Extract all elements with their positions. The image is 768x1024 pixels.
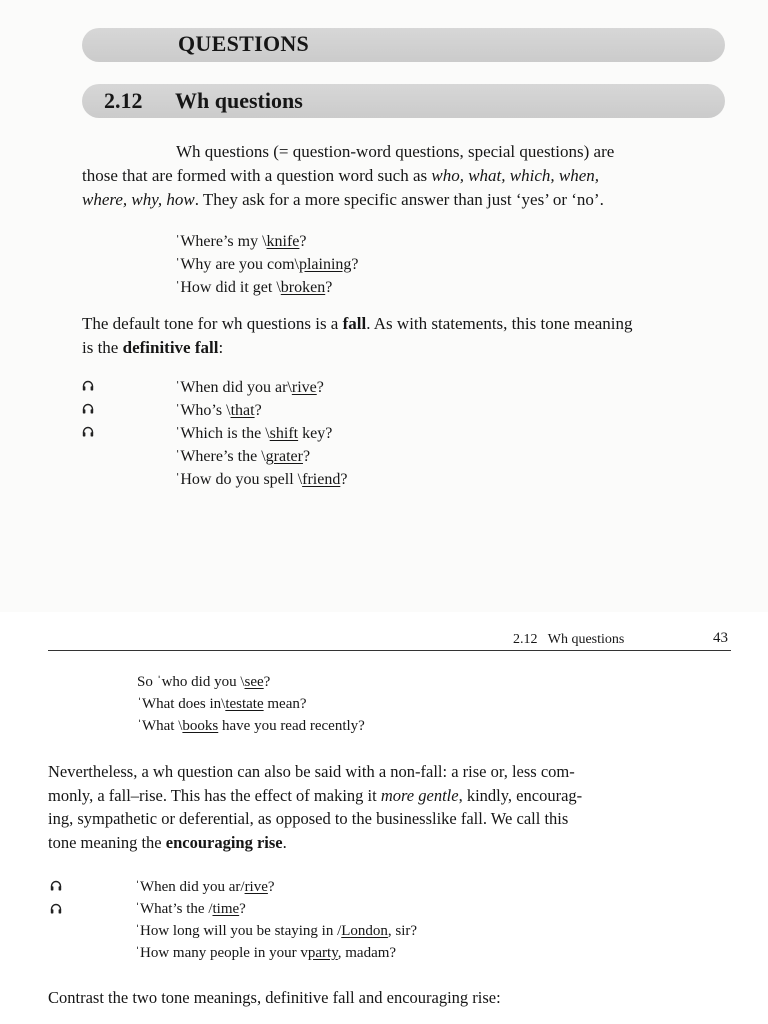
sentence-text: ˈHow did it get	[175, 279, 277, 296]
example-sentence	[175, 376, 347, 399]
tone-mark: \	[294, 256, 299, 273]
section-title: Wh questions	[175, 88, 303, 113]
sentence-text: ˈWhen did you ar	[175, 379, 288, 396]
nucleus-word: books	[182, 718, 219, 734]
sentence-text: ?	[302, 448, 311, 465]
tone-mark: \	[262, 233, 267, 250]
tone-mark: v	[300, 945, 308, 961]
sentence-text: So ˈwho did you	[137, 674, 241, 690]
default-tone-line-1	[82, 312, 732, 336]
header-rule	[48, 650, 731, 651]
example-sentence	[137, 693, 365, 715]
sentence-text: mean?	[263, 696, 307, 712]
sentence-text: ˈWhat’s the	[135, 901, 209, 917]
tone-mark: \	[265, 425, 270, 442]
headphones-icon[interactable]	[82, 403, 94, 426]
intro-text: . They ask for a more specific answer than just ‘yes’ or ‘no’.	[194, 190, 604, 209]
example-sentence	[175, 399, 347, 422]
tone-mark: \	[221, 696, 226, 712]
nucleus-word: rive	[291, 379, 317, 396]
sentence-text: ˈWhen did you ar	[135, 879, 241, 895]
sentence-text: ?	[239, 901, 246, 917]
text: is the	[82, 338, 123, 357]
question-words: who, what, which, when,	[431, 166, 600, 185]
para-line-4	[48, 831, 738, 855]
tone-mark: \	[178, 718, 183, 734]
example-sentence	[175, 468, 347, 491]
headphones-icon[interactable]	[82, 426, 94, 449]
audio-icon-column-1	[82, 380, 94, 449]
sentence-text: ˈHow many people in your	[135, 945, 301, 961]
default-tone-line-2	[82, 336, 732, 360]
text: The default tone for wh questions is a	[82, 314, 343, 333]
default-tone-paragraph	[82, 312, 732, 360]
sentence-text: ?	[316, 379, 324, 396]
tone-mark: \	[226, 402, 231, 419]
audio-icon-column-2	[50, 880, 62, 926]
intro-paragraph	[82, 140, 727, 212]
example-sentence	[175, 253, 359, 276]
sentence-text: ˈWhich is the	[175, 425, 266, 442]
nucleus-word: rive	[244, 879, 268, 895]
nucleus-word: party	[307, 945, 338, 961]
tone-mark: \	[261, 448, 266, 465]
example-list-4	[135, 876, 417, 964]
example-sentence	[135, 876, 417, 898]
sentence-text: ˈHow long will you be staying in	[135, 923, 338, 939]
text: monly, a fall–rise. This has the effect of making it	[48, 785, 381, 805]
example-sentence	[135, 920, 417, 942]
sentence-text: ˈWhat does in	[137, 696, 222, 712]
para-line-1: Nevertheless, a wh question can also be said with a non-fall: a rise or, less com-	[48, 762, 575, 781]
sentence-text: ˈWhere’s my	[175, 233, 263, 250]
intro-line-2	[82, 164, 727, 188]
headphones-icon[interactable]	[82, 380, 94, 403]
sentence-text: ˈWhat	[137, 718, 179, 734]
text: tone meaning the	[48, 832, 166, 852]
tone-mark: \	[297, 471, 303, 488]
example-list-2	[175, 376, 347, 491]
question-words: where, why, how	[82, 190, 195, 209]
running-head: 2.12 Wh questions	[513, 632, 625, 647]
nucleus-word: London	[341, 923, 388, 939]
nucleus-word: time	[212, 901, 240, 917]
sentence-text: ?	[263, 674, 271, 690]
sentence-text: ?	[325, 279, 333, 296]
example-sentence	[175, 276, 359, 299]
sentence-text: ˈHow do you spell	[175, 471, 298, 488]
sentence-text: ?	[340, 471, 348, 488]
intro-text: those that are formed with a question word such as	[82, 166, 432, 185]
nucleus-word: knife	[266, 233, 300, 250]
contrast-line: Contrast the two tone meanings, definitive fall and encouraging rise:	[48, 988, 501, 1007]
tone-mark: \	[287, 379, 292, 396]
tone-mark: /	[240, 879, 245, 895]
tone-mark: \	[276, 279, 281, 296]
term-encouraging-rise: encouraging rise	[165, 832, 283, 852]
nucleus-word: broken	[280, 279, 326, 296]
encouraging-rise-paragraph	[48, 760, 738, 854]
example-sentence	[135, 942, 417, 964]
nucleus-word: plaining	[298, 256, 352, 273]
example-sentence	[175, 422, 347, 445]
sentence-text: ˈWho’s	[175, 402, 227, 419]
sentence-text: ?	[267, 879, 275, 895]
term-definitive-fall: definitive fall	[122, 338, 219, 357]
sentence-text: ?	[254, 402, 262, 419]
para-line-3: ing, sympathetic or deferential, as opposed to the businesslike fall. We call this	[48, 809, 569, 828]
chapter-heading: QUESTIONS	[178, 31, 310, 56]
headphones-icon[interactable]	[50, 903, 62, 926]
nucleus-word: see	[244, 674, 264, 690]
page-number: 43	[713, 630, 728, 646]
sentence-text: , sir?	[387, 923, 418, 939]
headphones-icon[interactable]	[50, 880, 62, 903]
intro-line-1: Wh questions (= question-word questions, special questions) are	[176, 142, 615, 161]
tone-mark: \	[240, 674, 245, 690]
nucleus-word: that	[230, 402, 255, 419]
sentence-text: key?	[298, 425, 333, 442]
tone-mark: /	[337, 923, 342, 939]
term-fall: fall	[342, 314, 367, 333]
sentence-text: , madam?	[337, 945, 397, 961]
para-line-2	[48, 784, 738, 808]
emphasis: more gentle	[380, 785, 459, 805]
nucleus-word: shift	[269, 425, 299, 442]
nucleus-word: grater	[265, 448, 303, 465]
text: .	[282, 832, 287, 852]
nucleus-word: testate	[225, 696, 264, 712]
nucleus-word: friend	[302, 471, 341, 488]
text: , kindly, encourag-	[458, 785, 583, 805]
sentence-text: ˈWhy are you com	[175, 256, 295, 273]
example-sentence	[137, 671, 365, 693]
sentence-text: ?	[351, 256, 359, 273]
tone-mark: /	[208, 901, 213, 917]
text: . As with statements, this tone meaning	[366, 314, 633, 333]
sentence-text: ?	[299, 233, 307, 250]
example-list-1	[175, 230, 359, 299]
example-list-3	[137, 671, 365, 737]
example-sentence	[175, 230, 359, 253]
text: :	[218, 338, 224, 357]
sentence-text: ˈWhere’s the	[175, 448, 262, 465]
intro-line-3	[82, 188, 727, 212]
example-sentence	[135, 898, 417, 920]
example-sentence	[137, 715, 365, 737]
sentence-text: have you read recently?	[218, 718, 365, 734]
example-sentence	[175, 445, 347, 468]
section-number: 2.12	[104, 88, 143, 113]
